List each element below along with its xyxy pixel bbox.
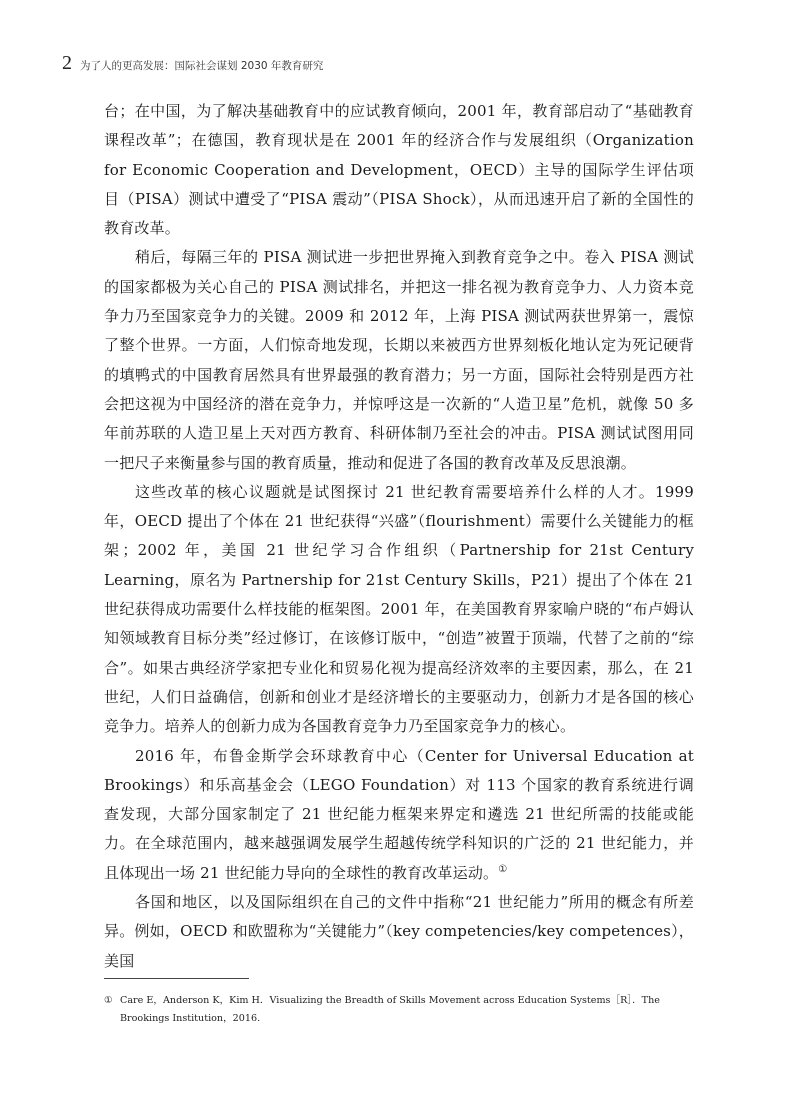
paragraph-text: 各国和地区，以及国际组织在自己的文件中指称“21 世纪能力”所用的概念有所差异。例如，OECD 和欧盟称为“关键能力”（key competencies/key competences），美国 [104,893,694,970]
paragraph [104,742,694,888]
footnote-divider [104,978,249,979]
paragraph-text: 这些改革的核心议题就是试图探讨 21 世纪教育需要培养什么样的人才。1999 年，OECD 提出了个体在 21 世纪获得“兴盛”（flourishment）需要什么关键能力的框架；2002 年，美国 21 世纪学习合作组织（Partnership for 21st Century Learning，原名为 Partnership for 21st Century Skills，P21）提出了个体在 21 世纪获得成功需要什么样技能的框架图。2001 年，在美国教育界家喻户晓的“布卢姆认知领域教育目标分类”经过修订，在该修订版中，“创造”被置于顶端，代替了之前的“综合”。如果古典经济学家把专业化和贸易化视为提高经济效率的主要因素，那么，在 21 世纪，人们日益确信，创新和创业才是经济增长的主要驱动力，创新力才是各国的核心竞争力。培养人的创新力成为各国教育竞争力乃至国家竞争力的核心。 [104,482,694,736]
paragraph [104,478,694,742]
body-text [104,97,694,976]
footnote-mark: ① [104,995,113,1006]
running-header [62,52,700,74]
paragraph-text: 稍后，每隔三年的 PISA 测试进一步把世界掩入到教育竞争之中。卷入 PISA 测试的国家都极为关心自己的 PISA 测试排名，并把这一排名视为教育竞争力、人力资本竞争力乃至国家竞争力的关键。2009 和 2012 年，上海 PISA 测试两获世界第一，震惊了整个世界。一方面，人们惊奇地发现，长期以来被西方世界刻板化地认定为死记硬背的填鸭式的中国教育居然具有世界最强的教育潜力；另一方面，国际社会特别是西方社会把这视为中国经济的潜在竞争力，并惊呼这是一次新的“人造卫星”危机，就像 50 多年前苏联的人造卫星上天对西方教育、科研体制乃至社会的冲击。PISA 测试试图用同一把尺子来衡量参与国的教育质量，推动和促进了各国的教育改革及反思浪潮。 [104,248,694,472]
paragraph-text: 台；在中国，为了解决基础教育中的应试教育倾向，2001 年，教育部启动了“基础教育课程改革”；在德国，教育现状是在 2001 年的经济合作与发展组织（Organization for Economic Cooperation and Development，OECD）主导的国际学生评估项目（PISA）测试中遭受了“PISA 震动”（PISA Shock），从而迅速开启了新的全国性的教育改革。 [104,102,694,238]
paragraph-text: 2016 年，布鲁金斯学会环球教育中心（Center for Universal Education at Brookings）和乐高基金会（LEGO Foundation）对 113 个国家的教育系统进行调查发现，大部分国家制定了 21 世纪能力框架来界定和遴选 21 世纪所需的技能或能力。在全球范围内，越来越强调发展学生超越传统学科知识的广泛的 21 世纪能力，并且体现出一场 21 世纪能力导向的全球性的教育改革运动。 [104,746,694,882]
running-header-title: 为了人的更高发展：国际社会谋划 2030 年教育研究 [80,60,324,72]
page-number: 2 [62,52,72,74]
paragraph [104,243,694,477]
paragraph [104,97,694,243]
footnote [104,992,694,1028]
paragraph [104,888,694,976]
footnote-text: Care E，Anderson K，Kim H．Visualizing the Breadth of Skills Movement across Education Systems［R］．The Brookings Institution，2016. [120,995,660,1024]
footnote-reference[interactable]: ① [498,863,508,875]
